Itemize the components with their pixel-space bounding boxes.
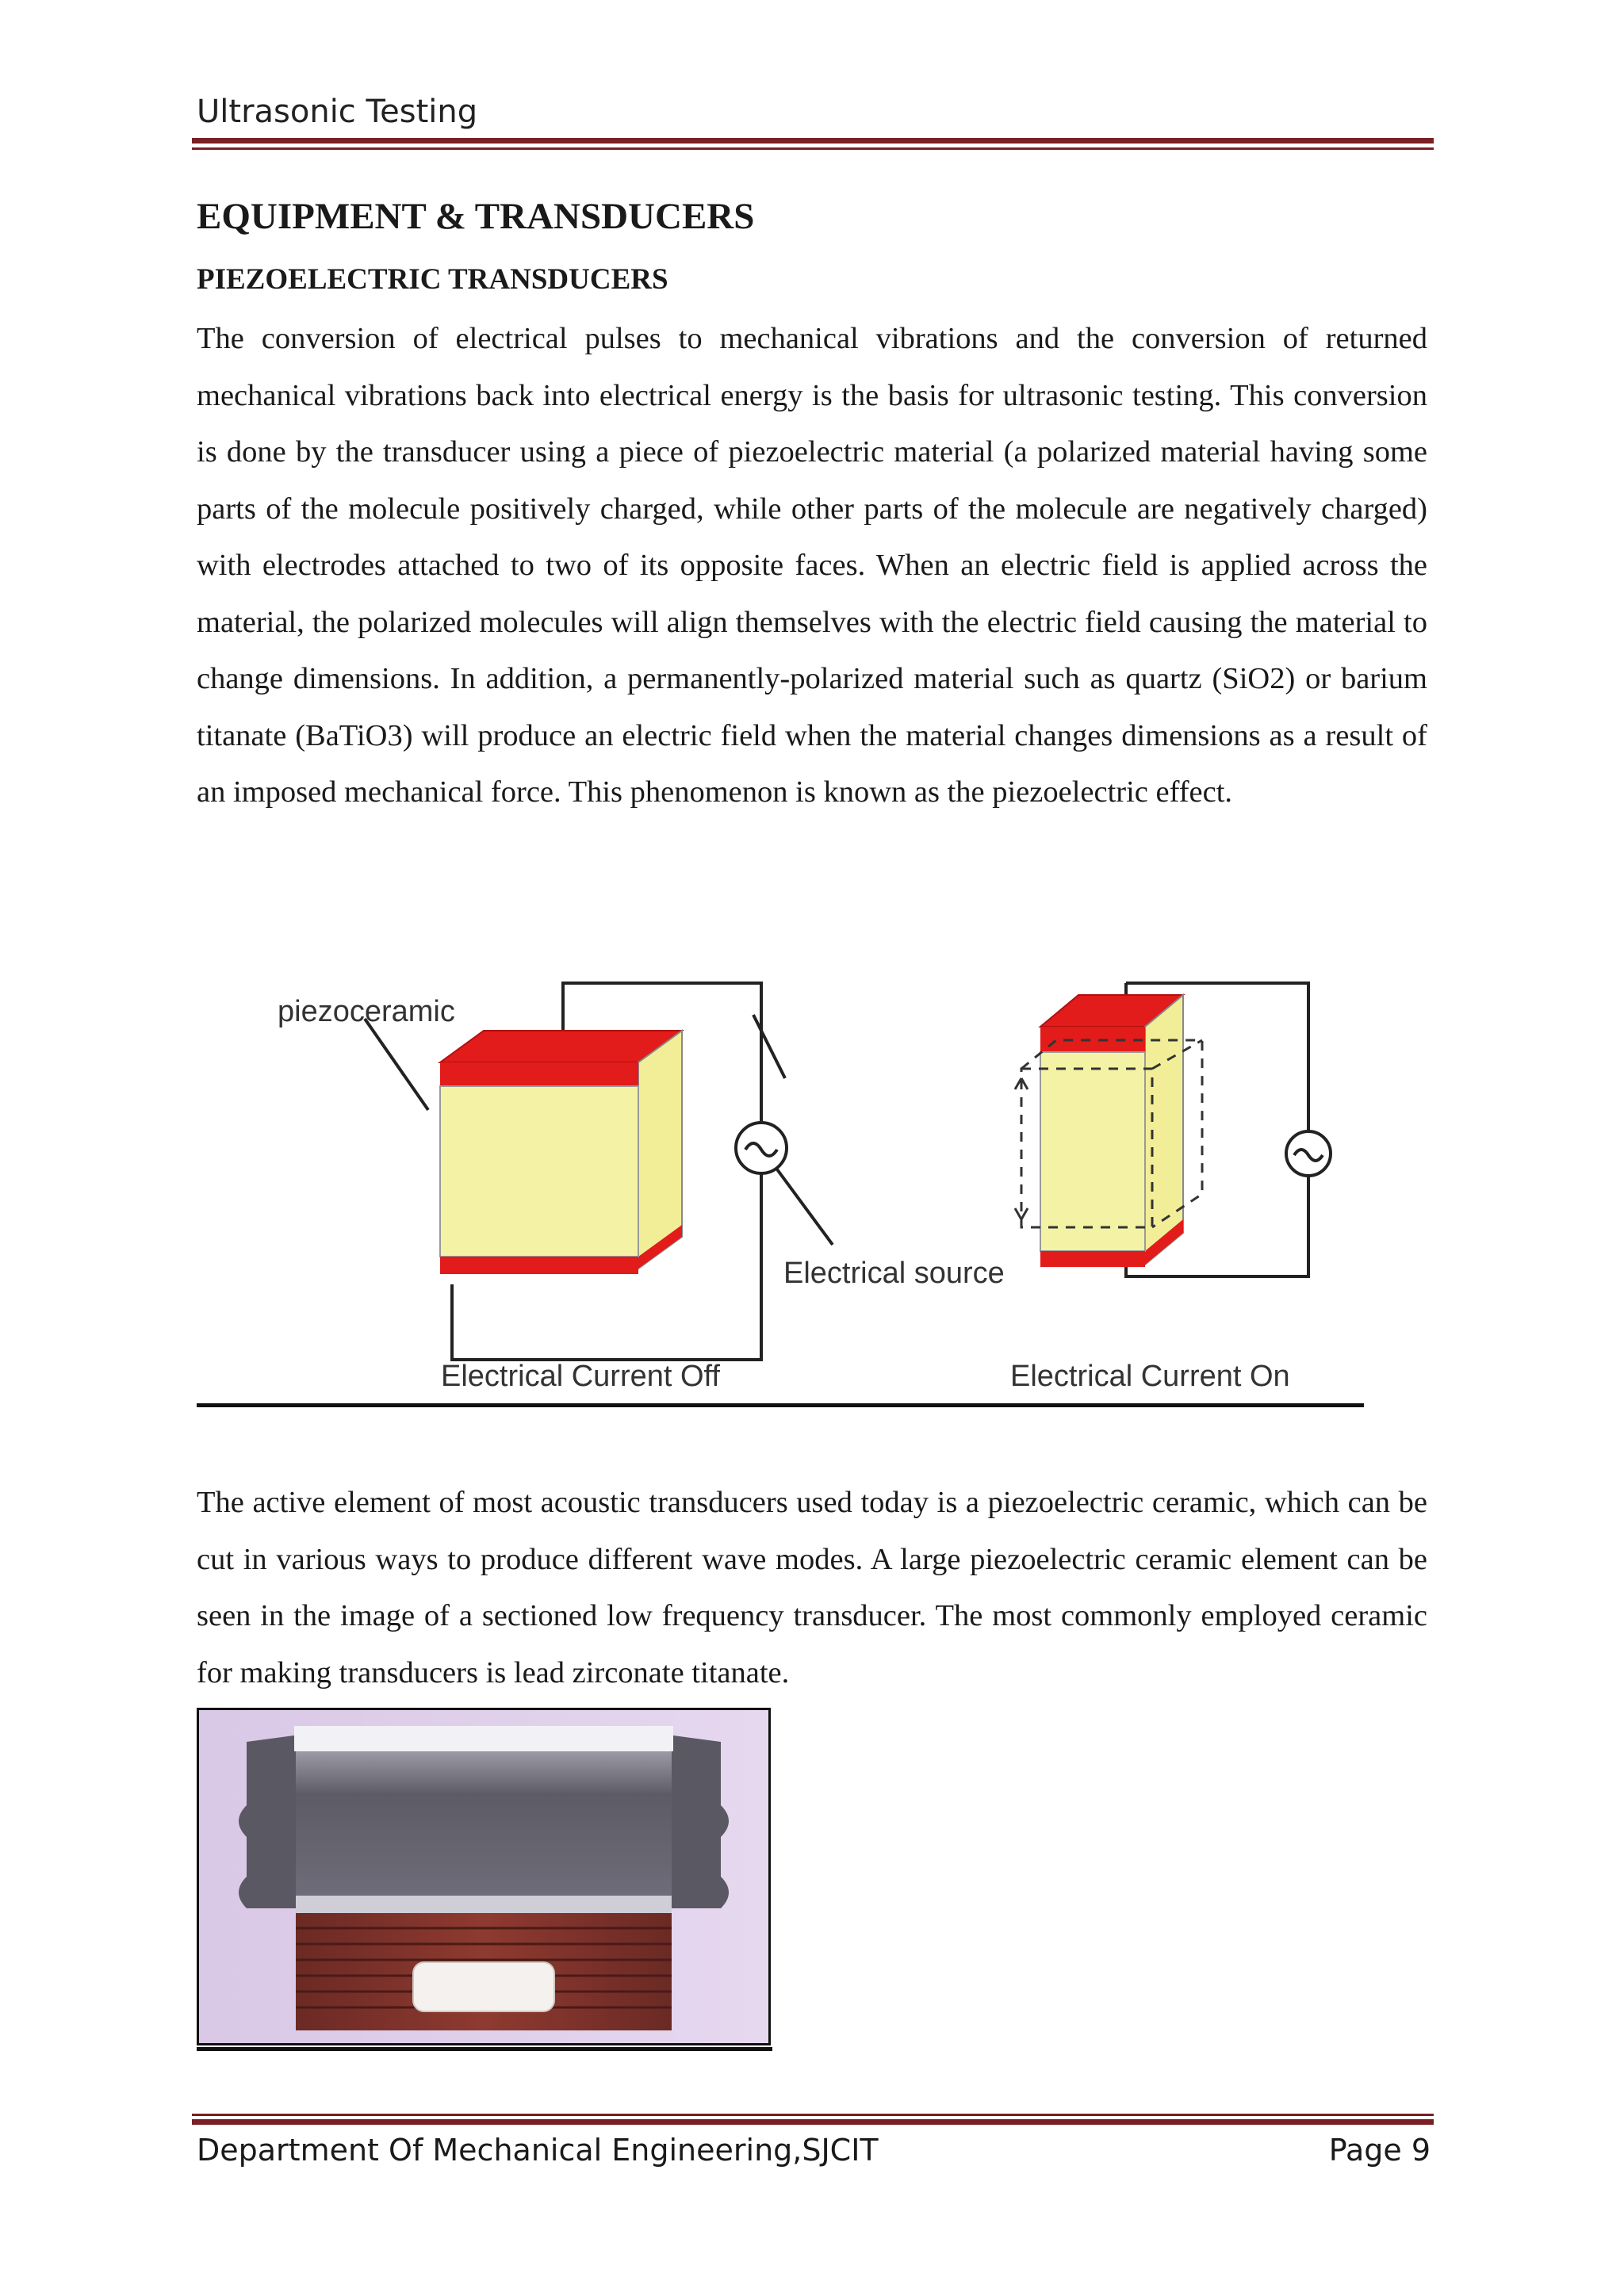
header-rule-thick bbox=[192, 138, 1434, 144]
subsection-heading: PIEZOELECTRIC TRANSDUCERS bbox=[197, 263, 668, 296]
page-number: Page 9 bbox=[1328, 2133, 1431, 2168]
caption-current-off: Electrical Current Off bbox=[441, 1360, 720, 1393]
header-rule-thin bbox=[192, 147, 1434, 150]
section-heading: EQUIPMENT & TRANSDUCERS bbox=[197, 196, 755, 237]
cube-current-off bbox=[365, 983, 787, 1360]
piezo-effect-diagram bbox=[262, 951, 1372, 1403]
footer-department: Department Of Mechanical Engineering,SJCIT bbox=[197, 2133, 879, 2168]
caption-current-on: Electrical Current On bbox=[1010, 1360, 1290, 1393]
cube-current-on bbox=[1015, 983, 1331, 1276]
footer-rule-thick bbox=[192, 2119, 1434, 2125]
body-paragraph-2: The active element of most acoustic transducers used today is a piezoelectric ceramic, which can be cut in various ways to produce different wave modes. A large piezoelectric ceramic element can be seen in the image of a sectioned low frequency transducer. The most commonly employed ceramic for making transducers is lead zirconate titanate. bbox=[197, 1486, 1427, 1689]
switch-open bbox=[753, 1015, 785, 1078]
sectioned-transducer-image bbox=[199, 1710, 768, 2043]
figure-rule bbox=[197, 1403, 1364, 1407]
source-pointer bbox=[777, 1169, 833, 1245]
label-electrical-source: Electrical source bbox=[783, 1257, 1005, 1290]
transducer-photo bbox=[197, 1708, 771, 2045]
running-header: Ultrasonic Testing bbox=[197, 94, 478, 130]
body-paragraph-1: The conversion of electrical pulses to mechanical vibrations and the conversion of returned mechanical vibrations back into electrical energy is the basis for ultrasonic testing. This conversion is done by the transducer using a piece of piezoelectric material (a polarized material having some parts of the molecule positively charged, while other parts of the molecule are negatively charged) with electrodes attached to two of its opposite faces. When an electric field is applied across the material, the polarized molecules will align themselves with the electric field causing the material to change dimensions. In addition, a permanently-polarized material such as quartz (SiO2) or barium titanate (BaTiO3) will produce an electric field when the material changes dimensions as a result of an imposed mechanical force. This phenomenon is known as the piezoelectric effect. bbox=[197, 322, 1427, 809]
piezoceramic-pointer bbox=[365, 1019, 428, 1110]
footer-rule-thin bbox=[192, 2114, 1434, 2116]
ceramic-element bbox=[413, 1962, 554, 2011]
label-piezoceramic: piezoceramic bbox=[278, 995, 455, 1028]
photo-rule bbox=[197, 2047, 772, 2051]
